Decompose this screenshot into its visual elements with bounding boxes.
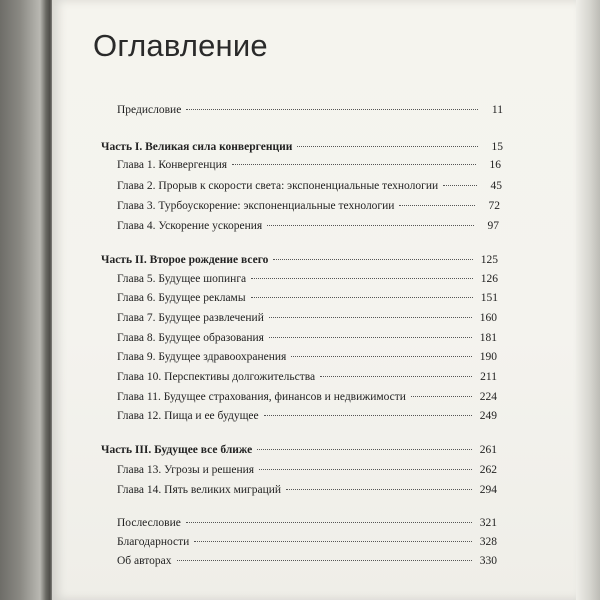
toc-entry-page-number: 15 (491, 141, 503, 153)
toc-entry (117, 312, 497, 328)
toc-entry-title: Глава 1. Конвергенция (117, 159, 228, 171)
toc-entry-title: Глава 11. Будущее страхования, финансов и недвижимости (117, 391, 406, 403)
dot-leader (232, 164, 476, 165)
dot-leader (291, 356, 472, 357)
toc-entry-title: Об авторах (117, 555, 172, 567)
toc-entry (117, 180, 502, 196)
toc-entry-title: Глава 8. Будущее образования (117, 332, 264, 344)
dot-leader (194, 541, 472, 542)
toc-entry-title: Глава 5. Будущее шопинга (117, 273, 247, 285)
toc-entry-page-number: 261 (479, 444, 497, 456)
dot-leader (186, 522, 472, 523)
toc-entry (117, 517, 497, 533)
toc-entry-page-number: 97 (487, 220, 499, 232)
toc-entry (117, 464, 497, 480)
toc-entry (117, 371, 497, 387)
toc-entry-page-number: 151 (480, 292, 498, 304)
toc-entry (117, 220, 499, 236)
toc-entry-title: Глава 2. Прорыв к скорости света: экспоненциальные технологии (117, 180, 439, 192)
dot-leader (273, 259, 473, 260)
toc-entry (117, 159, 501, 175)
toc-entry-page-number: 181 (479, 332, 497, 344)
dot-leader (320, 376, 472, 377)
dot-leader (399, 205, 475, 206)
toc-entry-page-number: 294 (479, 484, 497, 496)
toc-entry-title: Часть II. Второе рождение всего (101, 254, 269, 266)
toc-entry-page-number: 16 (489, 159, 501, 171)
dot-leader (443, 185, 477, 186)
toc-entry-title: Глава 13. Угрозы и решения (117, 464, 255, 476)
toc-entry-page-number: 330 (479, 555, 497, 567)
dot-leader (267, 225, 474, 226)
dot-leader (269, 317, 472, 318)
toc-entry-page-number: 190 (479, 351, 497, 363)
dot-leader (286, 489, 472, 490)
dot-leader (411, 396, 472, 397)
toc-entry-title: Глава 14. Пять великих миграций (117, 484, 282, 496)
dot-leader (297, 146, 478, 147)
toc-entry-page-number: 224 (479, 391, 497, 403)
toc-entry-page-number: 125 (480, 254, 498, 266)
toc-entry (117, 410, 497, 426)
toc-entry-page-number: 262 (479, 464, 497, 476)
toc-entry (117, 273, 498, 289)
toc-entry-title: Глава 6. Будущее рекламы (117, 292, 246, 304)
toc-entry-page-number: 249 (479, 410, 497, 422)
toc-entry (117, 104, 503, 120)
dot-leader (259, 469, 472, 470)
toc-entry-page-number: 72 (488, 200, 500, 212)
toc-entry (117, 332, 497, 348)
toc-entry-title: Благодарности (117, 536, 190, 548)
dot-leader (264, 415, 472, 416)
toc-entry-title: Глава 9. Будущее здравоохранения (117, 351, 287, 363)
toc-entry-page-number: 45 (490, 180, 502, 192)
toc-entry (117, 391, 497, 407)
toc-part-entry (101, 141, 503, 157)
toc-entry (117, 555, 497, 571)
dot-leader (177, 560, 472, 561)
toc-entry-page-number: 11 (491, 104, 503, 116)
toc-entry-title: Глава 12. Пища и ее будущее (117, 410, 259, 422)
toc-entry-title: Послесловие (117, 517, 181, 529)
toc-entry (117, 292, 498, 308)
toc-entry-title: Глава 7. Будущее развлечений (117, 312, 264, 324)
toc-entry-page-number: 211 (480, 371, 497, 383)
toc-entry-title: Глава 3. Турбоускорение: экспоненциальные технологии (117, 200, 395, 212)
toc-entry-page-number: 160 (479, 312, 497, 324)
toc-entry-page-number: 126 (480, 273, 498, 285)
toc-entry-page-number: 321 (479, 517, 497, 529)
toc-entry (117, 484, 497, 500)
toc-entry (117, 536, 497, 552)
dot-leader (251, 278, 473, 279)
dot-leader (257, 449, 472, 450)
dot-leader (186, 109, 478, 110)
toc-part-entry (101, 444, 497, 460)
toc-entry-title: Глава 4. Ускорение ускорения (117, 220, 263, 232)
toc-entry-title: Предисловие (117, 104, 182, 116)
toc-part-entry (101, 254, 498, 270)
toc-heading: Оглавление (93, 28, 268, 63)
toc-entry (117, 351, 497, 367)
toc-entry-page-number: 328 (479, 536, 497, 548)
toc-entry-title: Часть III. Будущее все ближе (101, 444, 253, 456)
toc-entry-title: Часть I. Великая сила конвергенции (101, 141, 293, 153)
toc-entry (117, 200, 500, 216)
dot-leader (269, 337, 472, 338)
dot-leader (251, 297, 473, 298)
toc-entry-title: Глава 10. Перспективы долгожительства (117, 371, 316, 383)
